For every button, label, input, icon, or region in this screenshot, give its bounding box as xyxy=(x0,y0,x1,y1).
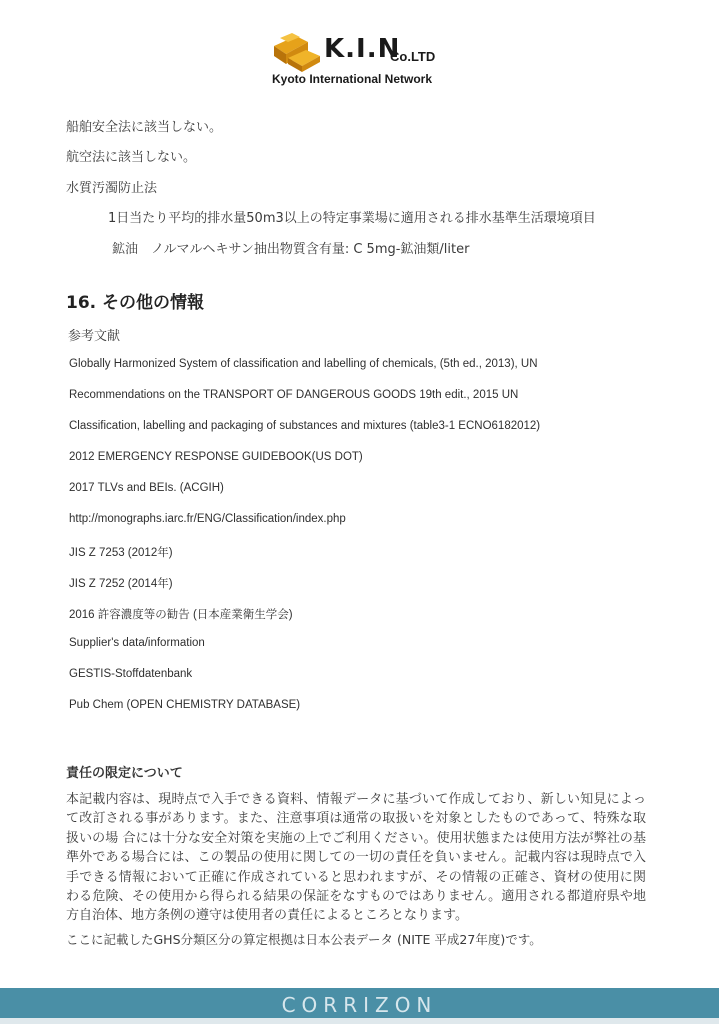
disclaimer-body: 本記載内容は、現時点で入手できる資料、情報データに基づいて作成しており、新しい知見によって改訂される事があります。また、注意事項は通常の取扱いを対象としたものであって、特殊な取扱いの場 合には十分な安全対策を実施の上でご利用ください。使用状態または使用方法が弊社の基準外である場合には、この製品の使用に関しての一切の責任を負いません。記載内容は現時点で入手できる情報において正確に作成されていると思われますが、その情報の正確さ、資材の使用に関わる危険、その使用から得られる結果の保証をなすものではありません。適用される都道府県や地方自治体、地方条例の遵守は使用者の責任によるところとなります。 xyxy=(66,792,646,924)
reference-item: Supplier's data/information xyxy=(69,637,205,649)
disclaimer-note: ここに記載したGHS分類区分の算定根拠は日本公表データ (NITE 平成27年度)です。 xyxy=(66,932,542,947)
reference-item: JIS Z 7252 (2014年) xyxy=(69,578,173,590)
logo-brand-text: K.I.N xyxy=(324,34,401,64)
reference-item: GESTIS-Stoffdatenbank xyxy=(69,668,193,680)
gold-bars-icon xyxy=(272,32,324,72)
aviation-law: 航空法に該当しない。 xyxy=(66,150,197,165)
disclaimer-heading: 責任の限定について xyxy=(66,766,183,781)
mineral-oil-limit: 鉱油 ノルマルヘキサン抽出物質含有量: C 5mg-鉱油類/liter xyxy=(112,242,470,257)
reference-item: Classification, labelling and packaging of substances and mixtures (table3-1 ECNO6182012) xyxy=(69,420,541,432)
water-discharge-standard: 1日当たり平均的排水量50m3以上の特定事業場に適用される排水基準生活環境項目 xyxy=(108,211,596,226)
reference-link[interactable]: http://monographs.iarc.fr/ENG/Classification/index.php xyxy=(69,513,346,525)
reference-item: 2017 TLVs and BEIs. (ACGIH) xyxy=(69,482,224,494)
reference-item: Recommendations on the TRANSPORT OF DANGEROUS GOODS 19th edit., 2015 UN xyxy=(69,389,519,401)
company-logo xyxy=(272,28,452,92)
water-pollution-law: 水質汚濁防止法 xyxy=(66,181,158,196)
footer-brand: CORRIZON xyxy=(281,993,438,1017)
reference-item: Globally Harmonized System of classification and labelling of chemicals, (5th ed., 2013), UN xyxy=(69,358,538,370)
logo-tagline: Kyoto International Network xyxy=(272,72,433,86)
ship-safety-law: 船舶安全法に該当しない。 xyxy=(66,120,223,135)
logo-suffix: Co.LTD xyxy=(390,49,436,64)
page-header xyxy=(0,0,719,100)
footer-bottom-strip xyxy=(0,1018,719,1024)
reference-item: 2012 EMERGENCY RESPONSE GUIDEBOOK(US DOT) xyxy=(69,451,363,463)
reference-item: 2016 許容濃度等の勧告 (日本産業衛生学会) xyxy=(69,609,293,621)
references-heading: 参考文献 xyxy=(68,329,121,344)
reference-item: Pub Chem (OPEN CHEMISTRY DATABASE) xyxy=(69,699,301,711)
section-16-title: 16. その他の情報 xyxy=(66,293,205,313)
reference-item: JIS Z 7253 (2012年) xyxy=(69,547,173,559)
